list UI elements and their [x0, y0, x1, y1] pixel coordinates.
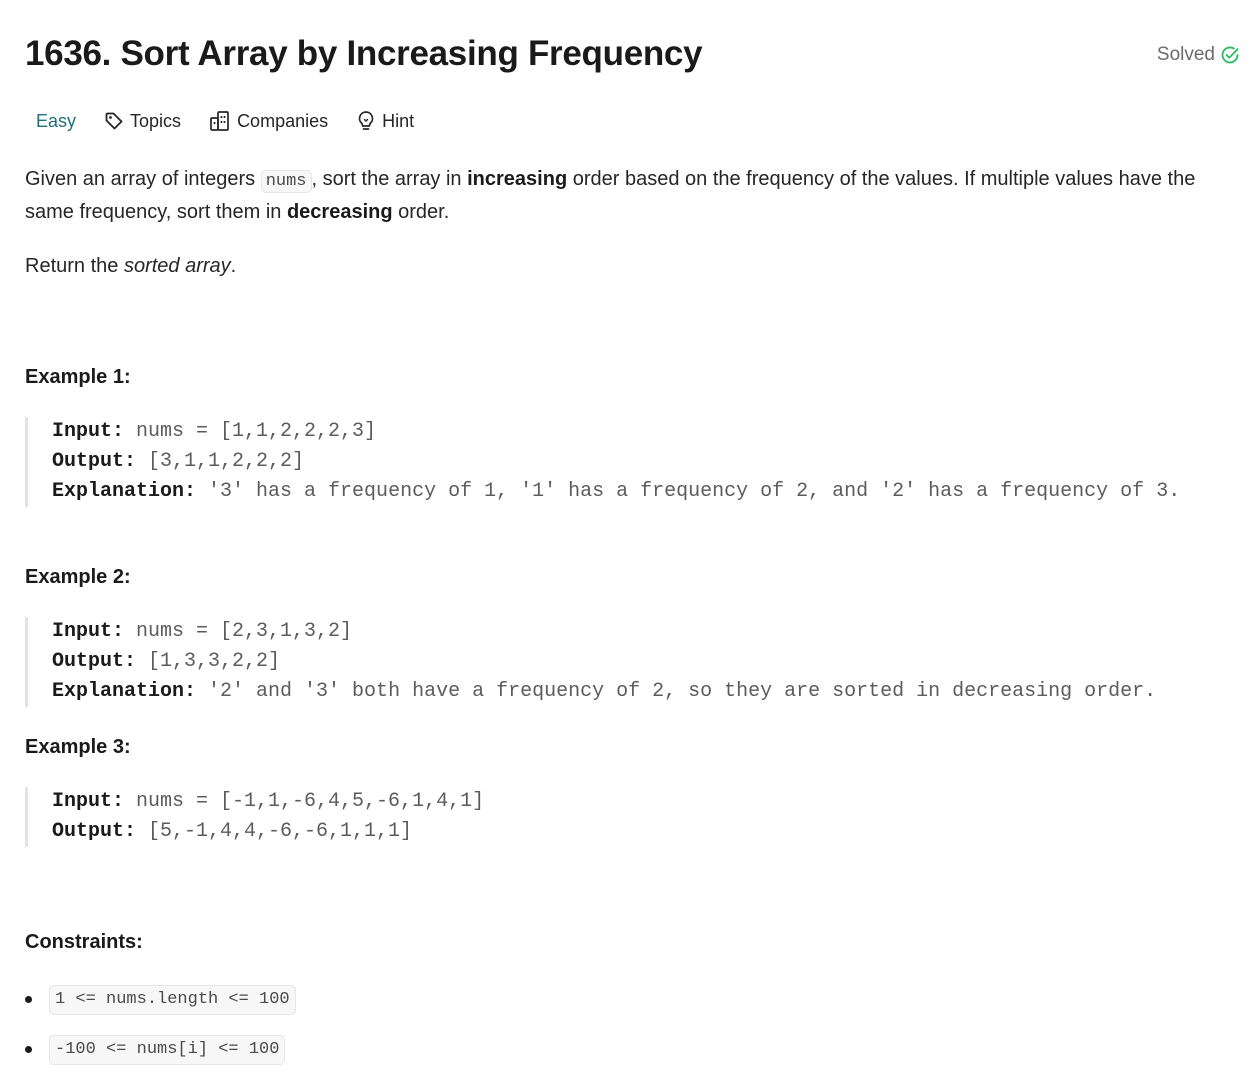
input-value: nums = [2,3,1,3,2]: [124, 620, 353, 643]
topics-label: Topics: [130, 110, 182, 131]
example-2-heading: Example 2:: [25, 566, 131, 588]
emphasis-sorted-array: sorted array: [123, 255, 231, 277]
constraint-item: [25, 985, 296, 1035]
problem-tags: [25, 106, 424, 136]
output-value: [1,3,3,2,2]: [136, 650, 281, 673]
input-value: nums = [1,1,2,2,2,3]: [124, 420, 377, 443]
explanation-label: Explanation:: [52, 480, 197, 503]
output-value: [5,-1,4,4,-6,-6,1,1,1]: [136, 820, 413, 843]
problem-title[interactable]: 1636. Sort Array by Increasing Frequency: [25, 34, 703, 73]
text: , sort the array in: [311, 168, 468, 190]
constraints-list: [25, 985, 296, 1085]
companies-label: Companies: [237, 110, 329, 131]
example-explanation-line: [52, 477, 1235, 507]
title-row: [25, 30, 1240, 82]
output-label: Output:: [52, 450, 137, 473]
input-label: Input:: [52, 420, 125, 443]
companies-button[interactable]: [199, 106, 338, 136]
example-output-line: [52, 447, 1235, 477]
example-1-block: [25, 417, 1235, 507]
example-input-line: [52, 417, 1235, 447]
example-3-block: [25, 787, 1235, 847]
example-input-line: [52, 617, 1235, 647]
lightbulb-icon: [356, 110, 376, 132]
explanation-value: '2' and '3' both have a frequency of 2, so they are sorted in decreasing order.: [196, 680, 1157, 703]
text: .: [230, 255, 237, 277]
example-output-line: [52, 817, 1235, 847]
bullet: [25, 996, 32, 1003]
input-label: Input:: [52, 790, 125, 813]
constraint-code: 1 <= nums.length <= 100: [49, 985, 296, 1015]
example-output-line: [52, 647, 1235, 677]
inline-code-nums: nums: [261, 170, 312, 193]
output-label: Output:: [52, 650, 137, 673]
input-label: Input:: [52, 620, 125, 643]
constraints-heading: Constraints:: [25, 931, 143, 953]
description-paragraph: [25, 164, 1225, 228]
explanation-value: '3' has a frequency of 1, '1' has a frequency of 2, and '2' has a frequency of 3.: [196, 480, 1181, 503]
output-label: Output:: [52, 820, 137, 843]
hint-label: Hint: [382, 110, 415, 131]
input-value: nums = [-1,1,-6,4,5,-6,1,4,1]: [124, 790, 485, 813]
explanation-label: Explanation:: [52, 680, 197, 703]
output-value: [3,1,1,2,2,2]: [136, 450, 305, 473]
tag-icon: [104, 111, 124, 131]
constraint-code: -100 <= nums[i] <= 100: [49, 1035, 285, 1065]
example-explanation-line: [52, 677, 1235, 707]
topics-button[interactable]: [94, 106, 191, 136]
bullet: [25, 1046, 32, 1053]
solved-status: [1157, 44, 1240, 66]
text: order.: [392, 201, 450, 223]
bold-decreasing: decreasing: [286, 201, 393, 223]
example-2-block: [25, 617, 1235, 707]
example-input-line: [52, 787, 1235, 817]
text: Return the: [25, 255, 124, 277]
hint-button[interactable]: [346, 106, 424, 136]
example-3-heading: Example 3:: [25, 736, 131, 758]
example-1-heading: Example 1:: [25, 366, 131, 388]
bold-increasing: increasing: [467, 168, 568, 190]
text: order based on the frequency of the values. If multiple values have the same frequency, sort them in: [25, 168, 1196, 223]
difficulty-badge: Easy: [36, 110, 77, 131]
check-circle-icon: [1220, 45, 1240, 65]
building-icon: [209, 110, 231, 132]
text: Given an array of integers: [25, 168, 261, 190]
return-paragraph: [25, 251, 1225, 282]
solved-label: Solved: [1156, 44, 1215, 65]
